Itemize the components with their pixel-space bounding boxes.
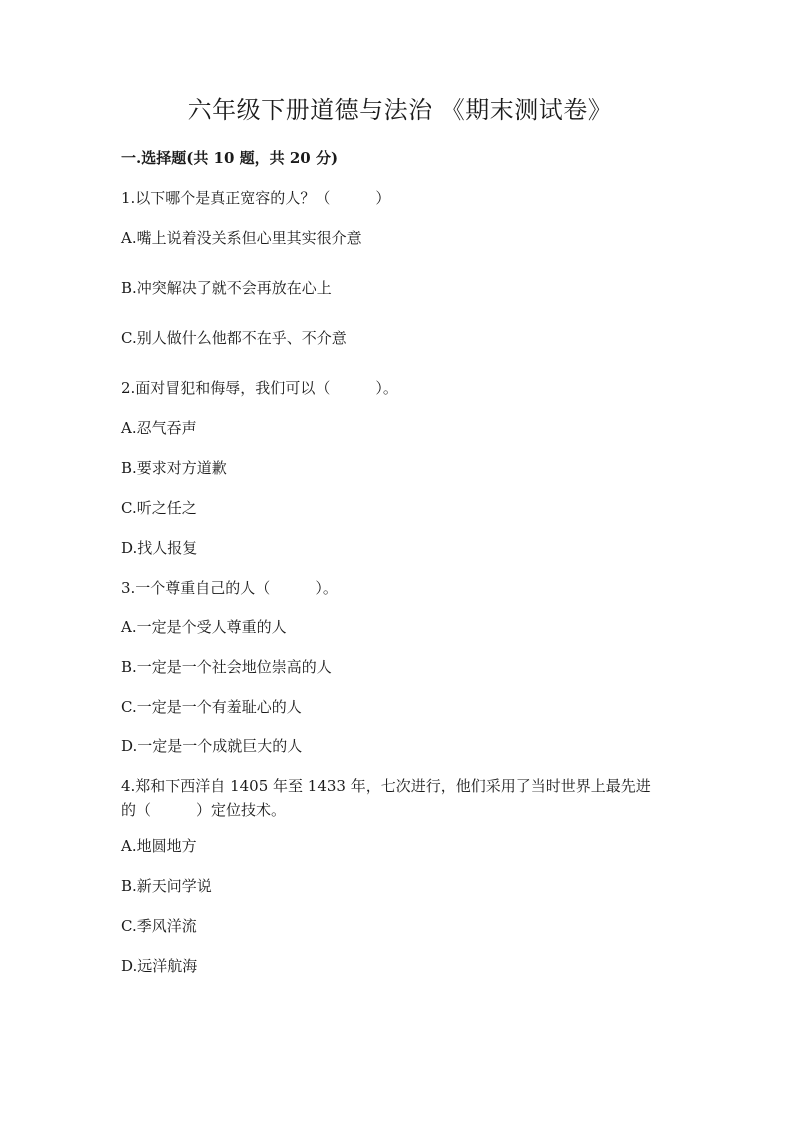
- question-2-option-c: C.听之任之: [121, 499, 197, 517]
- question-3-option-a: A.一定是个受人尊重的人: [121, 618, 287, 636]
- question-2-option-a: A.忍气吞声: [121, 419, 197, 437]
- question-4-option-a: A.地圆地方: [121, 837, 197, 855]
- question-4-option-c: C.季风洋流: [121, 917, 197, 935]
- question-3-option-c: C.一定是一个有羞耻心的人: [121, 698, 302, 716]
- question-4-option-d: D.远洋航海: [121, 957, 198, 975]
- question-1-option-c: C.别人做什么他都不在乎、不介意: [121, 329, 347, 347]
- section-heading: 一.选择题(共 10 题，共 20 分): [121, 149, 339, 167]
- question-2-option-b: B.要求对方道歉: [121, 459, 227, 477]
- question-1-option-b: B.冲突解决了就不会再放在心上: [121, 279, 332, 297]
- question-4-stem-line-2: 的（ ）定位技术。: [121, 801, 287, 819]
- question-4-stem-line-1: 4.郑和下西洋自 1405 年至 1433 年，七次进行，他们采用了当时世界上最先进: [121, 777, 651, 795]
- question-2-option-d: D.找人报复: [121, 539, 198, 557]
- question-1-stem: 1.以下哪个是真正宽容的人？（ ）: [121, 189, 391, 207]
- question-3-stem: 3.一个尊重自己的人（ ）。: [121, 579, 338, 597]
- question-3-option-d: D.一定是一个成就巨大的人: [121, 737, 303, 755]
- page-title: 六年级下册道德与法治 《期末测试卷》: [187, 96, 613, 124]
- question-2-stem: 2.面对冒犯和侮辱，我们可以（ ）。: [121, 379, 398, 397]
- question-1-option-a: A.嘴上说着没关系但心里其实很介意: [121, 229, 362, 247]
- question-4-option-b: B.新天问学说: [121, 877, 212, 895]
- question-3-option-b: B.一定是一个社会地位崇高的人: [121, 658, 332, 676]
